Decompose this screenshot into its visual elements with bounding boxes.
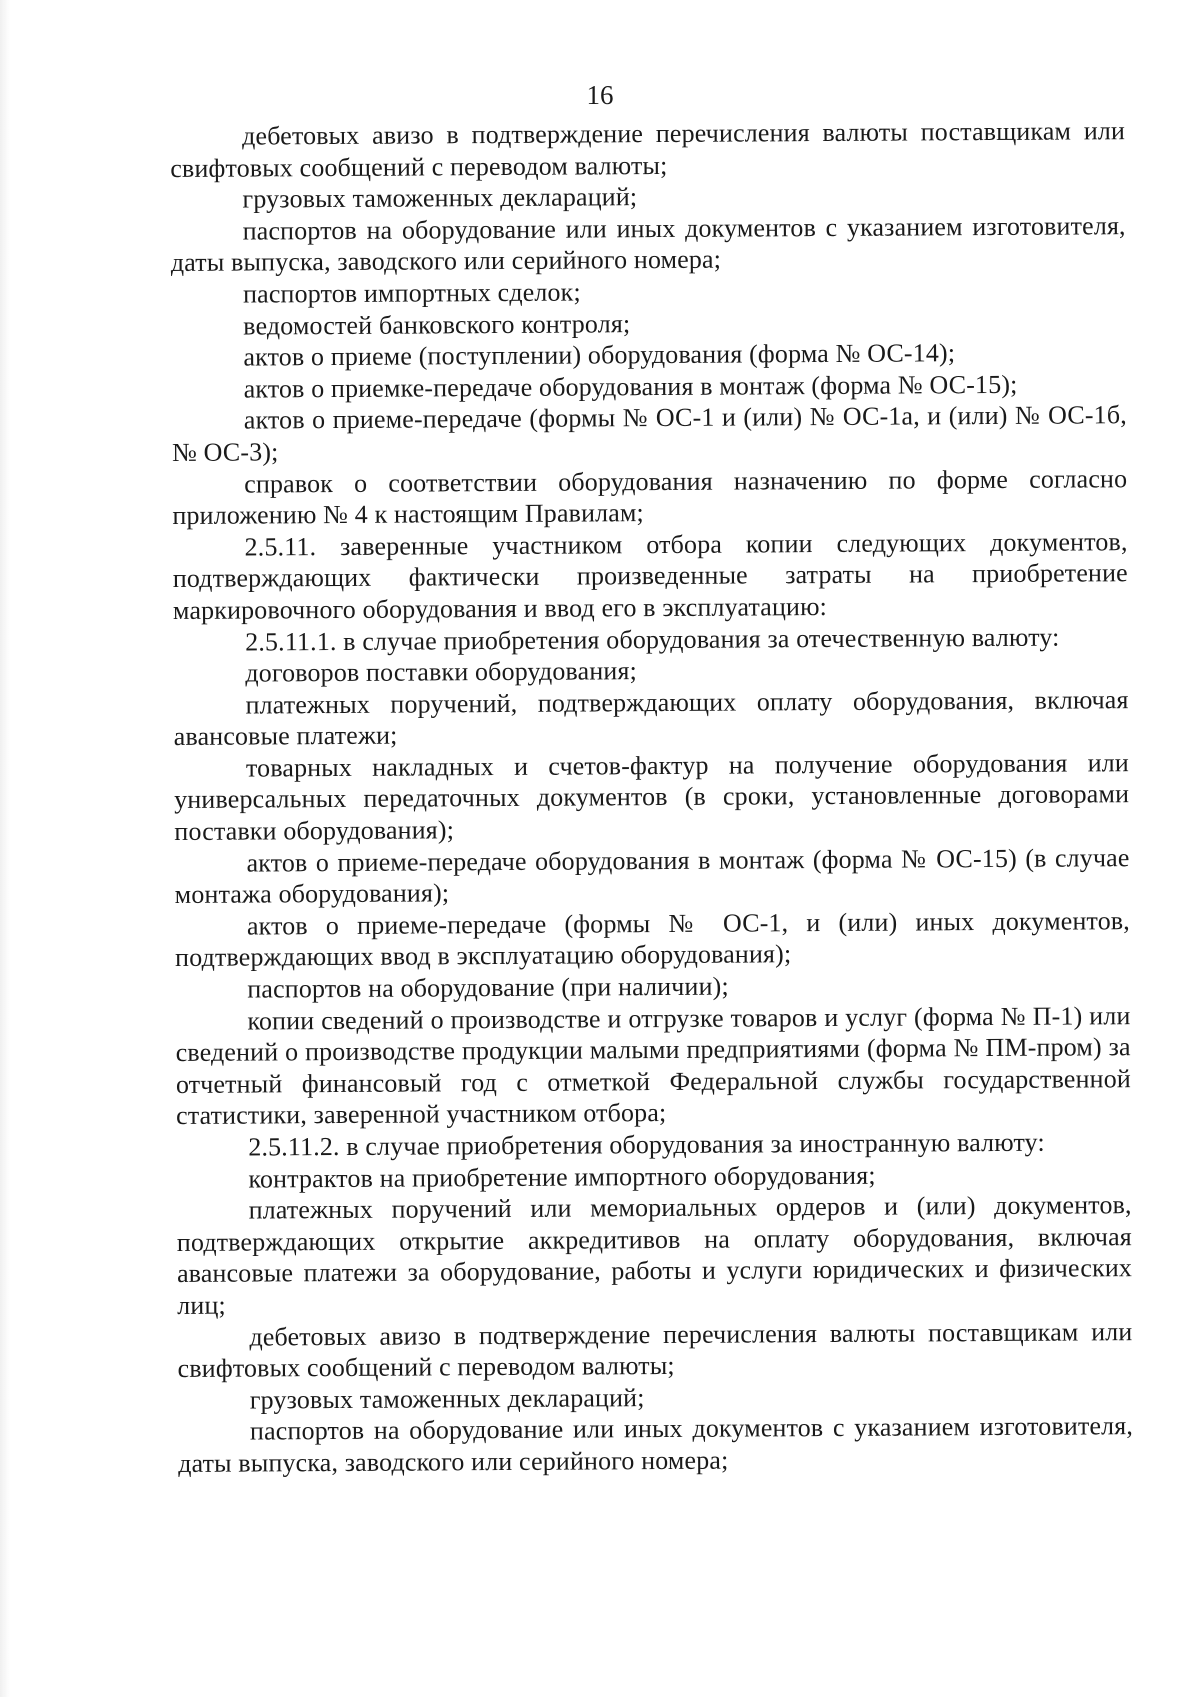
paragraph-equipment-passports: паспортов на оборудование или иных документов с указанием изготовителя, даты выпуска, заводского или серийного номера; xyxy=(170,210,1126,278)
paragraph-payment-orders-foreign: платежных поручений или мемориальных ордеров и (или) документов, подтверждающих открытие аккредитивов на оплату оборудования, включая авансовые платежи за оборудование, работы и услуги юридических и физических лиц; xyxy=(176,1190,1133,1320)
paragraph-bank-control: ведомостей банковского контроля; xyxy=(243,308,631,341)
page-number: 16 xyxy=(586,80,614,110)
paragraph-invoices: товарных накладных и счетов-фактур на получение оборудования или универсальных передаточных документов (в сроки, установленные договорами поставки оборудования); xyxy=(174,748,1130,847)
paragraph-commissioning-acts: актов о приеме-передаче (формы № ОС-1, и (или) иных документов, подтверждающих ввод в эксплуатацию оборудования); xyxy=(175,905,1130,973)
paragraph-debit-advice: дебетовых авизо в подтверждение перечисления валюты поставщикам или свифтовых сообщений с переводом валюты; xyxy=(170,116,1126,183)
paragraph-clause-2-5-11: 2.5.11. заверенные участником отбора копии следующих документов, подтверждающих фактически произведенные затраты на приобретение маркировочного оборудования и ввод его в эксплуатацию: xyxy=(172,526,1128,625)
paragraph-equipment-passports-optional: паспортов на оборудование (при наличии); xyxy=(247,971,729,1004)
paragraph-payment-orders: платежных поручений, подтверждающих оплату оборудования, включая авансовые платежи; xyxy=(173,684,1129,752)
paragraph-clause-2-5-11-2: 2.5.11.2. в случае приобретения оборудования за иностранную валюту: xyxy=(248,1127,1045,1162)
paragraph-debit-advice-repeat: дебетовых авизо в подтверждение перечисления валюты поставщикам или свифтовых сообщений с переводом валюты; xyxy=(177,1316,1133,1384)
paragraph-supply-contracts: договоров поставки оборудования; xyxy=(245,656,637,688)
paragraph-acts-os15: актов о приемке-передаче оборудования в монтаж (форма № ОС-15); xyxy=(243,369,1018,404)
paragraph-customs-declarations-repeat: грузовых таможенных деклараций; xyxy=(249,1382,645,1415)
paragraph-clause-2-5-11-1: 2.5.11.1. в случае приобретения оборудования за отечественную валюту: xyxy=(245,622,1060,657)
paragraph-equipment-passports-repeat: паспортов на оборудование или иных документов с указанием изготовителя, даты выпуска, заводского или серийного номера; xyxy=(178,1411,1134,1478)
paragraph-conformity-certificates: справок о соответствии оборудования назначению по форме согласно приложению № 4 к настоящим Правилам; xyxy=(172,463,1128,531)
scan-edge-shadow xyxy=(0,0,10,1697)
paragraph-installation-acts: актов о приеме-передаче оборудования в монтаж (форма № ОС-15) (в случае монтажа оборудования); xyxy=(174,842,1130,910)
paragraph-customs-declarations: грузовых таможенных деклараций; xyxy=(242,182,638,214)
paragraph-acts-os1: актов о приеме-передаче (формы № ОС-1 и (или) № ОС-1а, и (или) № ОС-1б, № ОС-3); xyxy=(171,400,1127,467)
paragraph-acts-os14: актов о приеме (поступлении) оборудования (форма № ОС-14); xyxy=(243,338,956,372)
paragraph-import-passports: паспортов импортных сделок; xyxy=(242,277,581,309)
paragraph-import-contracts: контрактов на приобретение импортного оборудования; xyxy=(248,1160,876,1194)
paragraph-statistics-reports: копии сведений о производстве и отгрузке товаров и услуг (форма № П-1) или сведений о производстве продукции малыми предприятиями (форма № ПМ-пром) за отчетный финансовый год с отметкой Федеральной службы государственной статистики, заверенной участником отбора; xyxy=(175,1000,1131,1131)
document-body xyxy=(170,115,1133,1479)
